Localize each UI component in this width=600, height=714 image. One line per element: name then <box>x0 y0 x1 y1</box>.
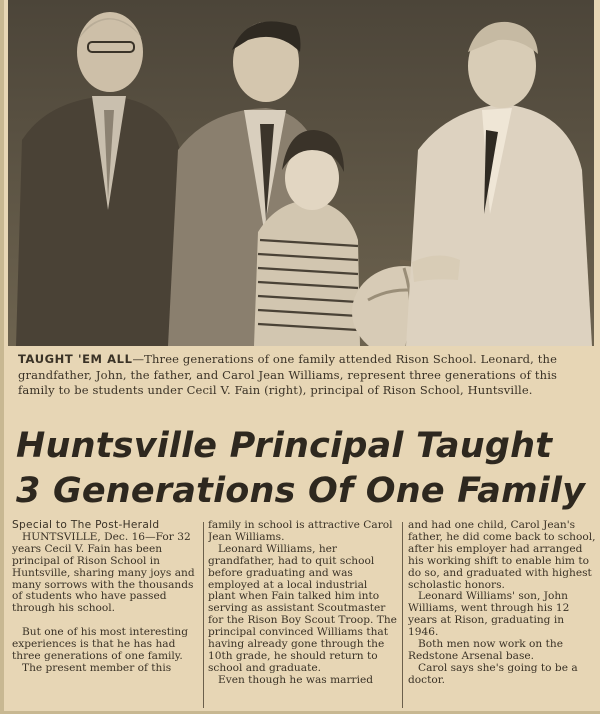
group-photo <box>8 0 594 346</box>
paragraph: But one of his most interesting experiences is that he has had three generations of one family. <box>12 626 188 663</box>
article-column-3 <box>408 520 596 710</box>
column-rule <box>402 522 403 708</box>
headline-line-2: 3 Generations Of One Family <box>16 471 586 511</box>
photo-caption <box>18 352 590 399</box>
paragraph: Carol says she's going to be a doctor. <box>408 661 578 686</box>
headline-line-1: Huntsville Principal Taught <box>16 426 553 466</box>
headline <box>16 424 596 514</box>
article-body <box>12 520 596 710</box>
paragraph: Both men now work on the Redstone Arsenal base. <box>408 638 563 662</box>
article-column-1 <box>12 520 200 710</box>
paragraph: family in school is attractive Carol Jean Williams. <box>208 520 393 543</box>
paragraph: Leonard Williams' son, John Williams, went through his 12 years at Rison, graduating in 1946. <box>408 590 570 639</box>
paragraph: Even though he was married <box>218 673 374 686</box>
paragraph: Leonard Williams, her grandfather, had to quit school before graduating and was employed at a local industrial plant when Fain talked him into serving as assistant Scoutmaster for the Rison Boy Scout Troop. The principal convinced Williams that having already gone through the 10th grade, he should return to school and graduate. <box>208 542 397 674</box>
paragraph: The present member of this <box>22 661 172 674</box>
paragraph: HUNTSVILLE, Dec. 16—For 32 years Cecil V. Fain has been principal of Rison School in Huntsville, sharing many joys and many sorrows with the thousands of students who have passed through his school. <box>12 530 195 615</box>
photo-illustration <box>8 0 594 346</box>
paragraph: and had one child, Carol Jean's father, he did come back to school, after his employer had arranged his working shift to enable him to do so, and graduated with highest scholastic honors. <box>408 520 596 591</box>
byline: Special to The Post-Herald <box>12 520 160 531</box>
caption-text: —Three generations of one family attended Rison School. Leonard, the grandfather, John, the father, and Carol Jean Williams, represent three generations of this family to be students under Cecil V. Fain (right), principal of Rison School, Huntsville. <box>18 352 558 397</box>
column-rule <box>203 522 204 708</box>
article-column-2 <box>208 520 398 710</box>
caption-lead: TAUGHT 'EM ALL <box>18 352 133 366</box>
